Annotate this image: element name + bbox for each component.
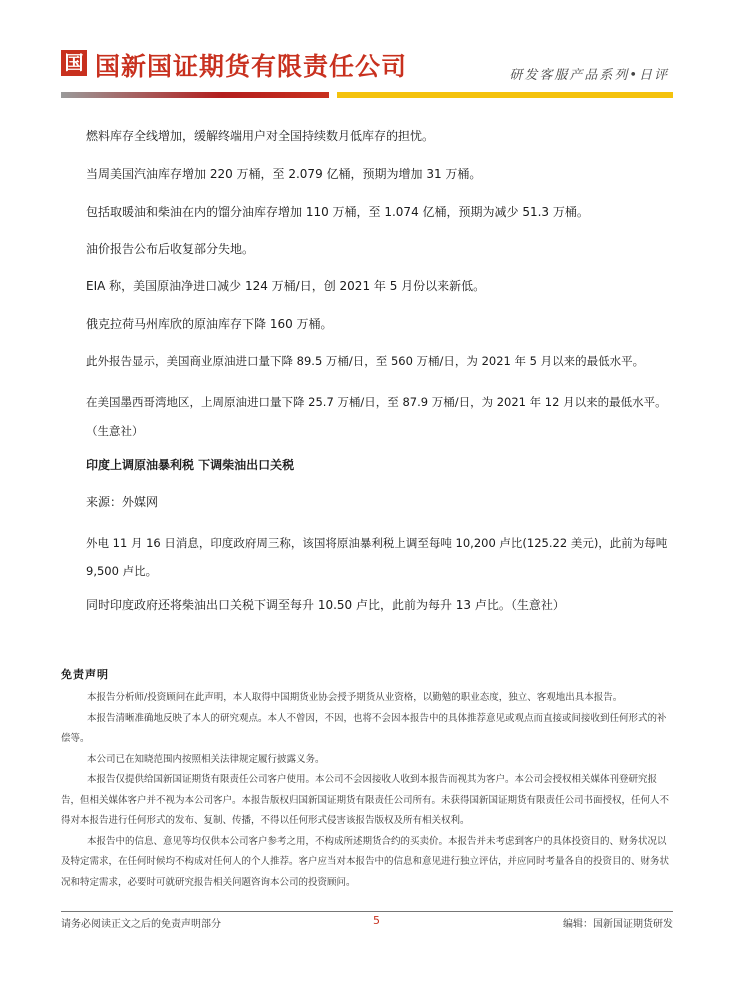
- footer-notice: 请务必阅读正文之后的免责声明部分: [61, 919, 221, 930]
- company-logo: 国: [61, 50, 87, 76]
- disclaimer-paragraph: 本报告清晰准确地反映了本人的研究观点。本人不曾因，不因，也将不会因本报告中的具体推荐意见或观点而直接或间接收到任何形式的补偿等。: [61, 712, 667, 744]
- section-heading: 印度上调原油暴利税 下调柴油出口关税: [86, 458, 295, 472]
- disclaimer-body: [61, 688, 673, 893]
- company-name: 国新国证期货有限责任公司: [95, 52, 408, 81]
- report-series: 研发客服产品系列•日评: [509, 68, 669, 83]
- disclaimer-paragraph: 本报告中的信息、意见等均仅供本公司客户参考之用，不构成所述期货合约的买卖价。本报告并未考虑到客户的具体投资目的、财务状况以及特定需求，在任何时候均不构成对任何人的个人推荐。客户应当对本报告中的信息和意见进行独立评估，并应同时考量各自的投资目的、财务状况和特定需求，必要时可就研究报告相关问题咨询本公司的投资顾问。: [61, 835, 670, 888]
- disclaimer-paragraph: 本公司已在知晓范围内按照相关法律规定履行披露义务。: [87, 753, 325, 765]
- page-header: [0, 0, 731, 100]
- header-bar-red: [61, 92, 329, 98]
- paragraph: 俄克拉荷马州库欣的原油库存下降 160 万桶。: [86, 317, 333, 331]
- paragraph: EIA 称，美国原油净进口减少 124 万桶/日，创 2021 年 5 月份以来新低。: [86, 279, 486, 293]
- footer-divider: [61, 911, 673, 912]
- paragraph: 当周美国汽油库存增加 220 万桶，至 2.079 亿桶，预期为增加 31 万桶。: [86, 167, 482, 181]
- paragraph: 外电 11 月 16 日消息，印度政府周三称，该国将原油暴利税上调至每吨 10,200 卢比(125.22 美元)，此前为每吨 9,500 卢比。: [86, 536, 668, 578]
- paragraph: 燃料库存全线增加，缓解终端用户对全国持续数月低库存的担忧。: [86, 129, 435, 143]
- paragraph: 油价报告公布后收复部分失地。: [86, 242, 255, 256]
- page-number: 5: [373, 914, 380, 927]
- footer-editor: 编辑：国新国证期货研发: [563, 919, 673, 930]
- paragraph: 此外报告显示，美国商业原油进口量下降 89.5 万桶/日，至 560 万桶/日，为 2021 年 5 月以来的最低水平。: [86, 354, 645, 368]
- paragraph: 包括取暖油和柴油在内的馏分油库存增加 110 万桶，至 1.074 亿桶，预期为减少 51.3 万桶。: [86, 205, 589, 219]
- disclaimer-title: 免责声明: [61, 668, 109, 681]
- header-bar-yellow: [337, 92, 673, 98]
- disclaimer-paragraph: 本报告仅提供给国新国证期货有限责任公司客户使用。本公司不会因接收人收到本报告而视其为客户。本公司会授权相关媒体刊登研究报告，但相关媒体客户并不视为本公司客户。本报告版权归国新国证期货有限责任公司所有。未获得国新国证期货有限责任公司书面授权，任何人不得对本报告进行任何形式的发布、复制、传播，不得以任何形式侵害该报告版权及所有相关权利。: [61, 774, 670, 826]
- paragraph: 在美国墨西哥湾地区，上周原油进口量下降 25.7 万桶/日，至 87.9 万桶/日，为 2021 年 12 月以来的最低水平。（生意社）: [86, 395, 667, 438]
- paragraph: 同时印度政府还将柴油出口关税下调至每升 10.50 卢比，此前为每升 13 卢比。（生意社）: [86, 598, 565, 612]
- source-line: 来源：外媒网: [86, 495, 159, 509]
- disclaimer-paragraph: 本报告分析师/投资顾问在此声明，本人取得中国期货业协会授予期货从业资格，以勤勉的职业态度，独立、客观地出具本报告。: [87, 692, 623, 703]
